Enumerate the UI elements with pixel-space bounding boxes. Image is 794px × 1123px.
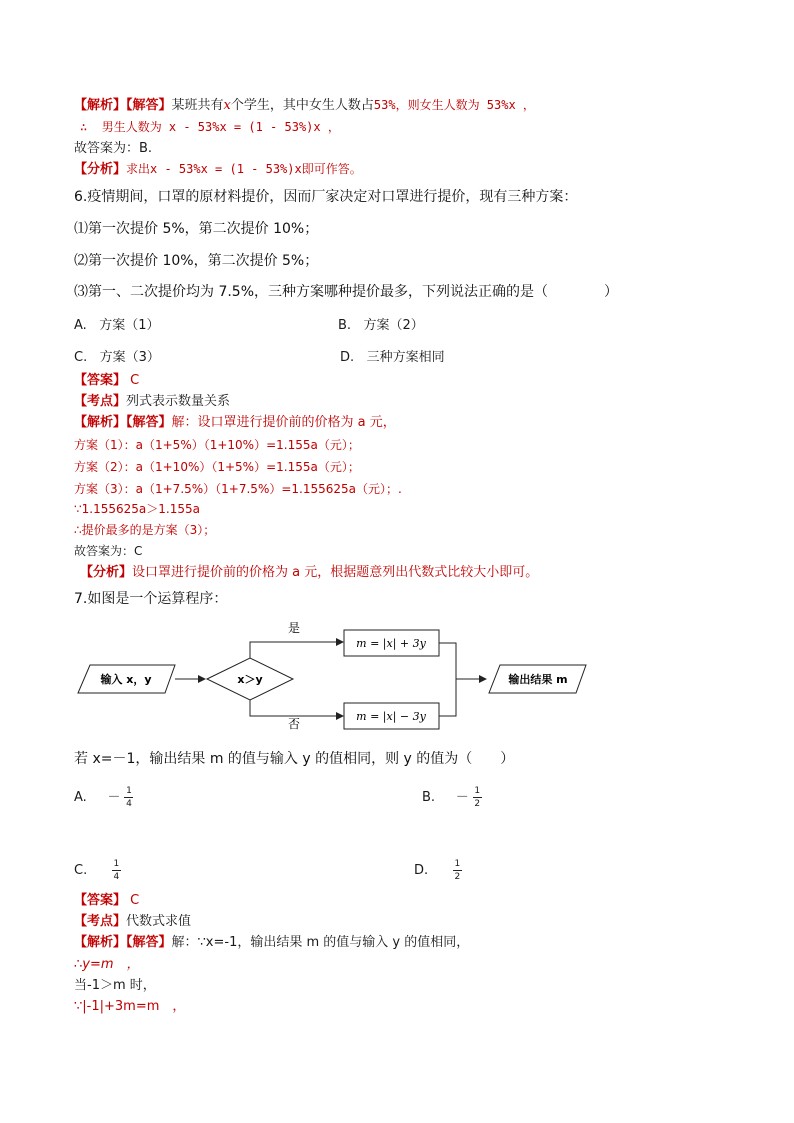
numerator: 1 <box>113 859 120 869</box>
option-text: 三种方案相同 <box>366 350 445 365</box>
fenxi-tag: 【分析】 <box>80 565 133 580</box>
fraction <box>124 786 133 809</box>
q6-final: 故答案为：C <box>74 544 143 558</box>
option-label: A. <box>74 318 87 333</box>
option-text: 方案（2） <box>363 318 424 333</box>
q6-because: ∵1.155625a＞1.155a <box>74 502 200 516</box>
q5-line3: 故答案为：B. <box>74 141 153 156</box>
option-label: A. <box>74 790 87 805</box>
q6-plan2: ⑵第一次提价 10%，第二次提价 5%； <box>74 253 319 269</box>
q7-step2: 当-1＞m 时， <box>74 978 156 993</box>
kaodian-tag: 【考点】 <box>74 914 127 929</box>
q7-step1: ∴y=m ， <box>74 957 140 972</box>
flow-top-formula: m = |x| + 3y <box>356 637 426 650</box>
answer-tag: 【答案】 <box>74 893 127 908</box>
q6-plan1: ⑴第一次提价 5%，第二次提价 10%； <box>74 221 319 237</box>
q5-formula: 53%，则女生人数为 53%x ， <box>373 98 535 112</box>
q6-option-a[interactable] <box>74 314 159 333</box>
denominator: 2 <box>474 799 481 809</box>
denominator: 4 <box>126 799 132 809</box>
fraction <box>473 786 482 809</box>
q5-fenxi-text: 求出x - 53%x = (1 - 53%)x即可作答。 <box>126 162 362 176</box>
q5-line2 <box>80 118 340 136</box>
q6-calc2: 方案（2）：a（1+10%）（1+5%）=1.155a（元）； <box>74 460 360 474</box>
q5-text-a: 某班共有 <box>171 98 224 113</box>
minus-sign: － <box>107 790 121 805</box>
flow-bottom-formula: m = |x| − 3y <box>356 710 426 723</box>
option-label: D. <box>414 863 429 878</box>
q6-answer-line <box>74 372 139 390</box>
answer-tag: 【答案】 <box>74 373 127 388</box>
flow-input-label: 输入 x，y <box>100 673 152 686</box>
fraction <box>453 859 462 882</box>
q6-therefore: ∴提价最多的是方案（3）； <box>74 523 216 537</box>
q6-calc1: 方案（1）：a（1+5%）（1+10%）=1.155a（元）； <box>74 438 360 452</box>
q6-jiexi: 解：设口罩进行提价前的价格为 a 元， <box>171 415 396 430</box>
numerator: 1 <box>454 859 461 869</box>
q6-plan3: ⑶第一、二次提价均为 7.5%，三种方案哪种提价最多，下列说法正确的是（ ） <box>74 284 619 300</box>
q7-stem: 7.如图是一个运算程序： <box>74 591 228 607</box>
q7-option-d[interactable] <box>414 859 462 882</box>
q7-step3: ∵|-1|+3m=m ， <box>74 999 186 1014</box>
q6-answer: C <box>130 373 140 388</box>
q6-option-b[interactable] <box>338 314 424 333</box>
denominator: 2 <box>454 872 461 882</box>
q5-analysis-line <box>74 96 535 115</box>
q6-fenxi-line <box>80 564 538 582</box>
flow-output-label: 输出结果 m <box>508 673 568 686</box>
option-text: 方案（3） <box>99 350 160 365</box>
q5-line2-text: 男生人数为 x - 53%x = (1 - 53%)x ， <box>101 120 340 134</box>
option-text: 方案（1） <box>99 318 160 333</box>
jiexi-tag: 【解析】【解答】 <box>74 935 172 950</box>
q7-question: 若 x=－1，输出结果 m 的值与输入 y 的值相同，则 y 的值为（ ） <box>74 751 515 767</box>
q6-kaodian-line <box>74 393 230 411</box>
fraction <box>112 859 121 882</box>
flow-yes-label: 是 <box>287 621 301 635</box>
q5-fenxi-line <box>74 160 362 179</box>
analysis-tag: 【解析】 <box>74 98 127 113</box>
q6-option-d[interactable] <box>340 346 445 365</box>
therefore-symbol: ∴ <box>80 120 88 134</box>
option-label: C. <box>74 863 88 878</box>
option-label: B. <box>338 318 352 333</box>
q6-jiexi-line <box>74 414 396 432</box>
q6-kaodian: 列式表示数量关系 <box>126 394 231 409</box>
q7-option-c[interactable] <box>74 859 121 882</box>
numerator: 1 <box>126 786 132 796</box>
q7-option-a[interactable] <box>74 786 133 809</box>
q7-jiexi: 解：∵x=-1，输出结果 m 的值与输入 y 的值相同， <box>171 935 470 950</box>
q6-option-c[interactable] <box>74 346 160 365</box>
kaodian-tag: 【考点】 <box>74 394 127 409</box>
option-label: D. <box>340 350 355 365</box>
q5-var-x: x <box>223 98 231 113</box>
q6-fenxi: 设口罩进行提价前的价格为 a 元，根据题意列出代数式比较大小即可。 <box>132 565 539 580</box>
q7-answer: C <box>130 893 140 908</box>
q7-jiexi-line <box>74 934 469 952</box>
denominator: 4 <box>113 872 120 882</box>
q6-calc3: 方案（3）：a（1+7.5%）（1+7.5%）=1.155625a（元）；. <box>74 482 402 496</box>
minus-sign: － <box>455 790 469 805</box>
flow-no-label: 否 <box>287 717 301 731</box>
numerator: 1 <box>474 786 481 796</box>
q7-option-b[interactable] <box>422 786 482 809</box>
answer-tag: 【解答】 <box>126 98 172 113</box>
q7-kaodian-line <box>74 913 191 931</box>
flow-condition-label: x＞y <box>237 673 263 686</box>
option-label: B. <box>422 790 436 805</box>
q5-text-b: 个学生，其中女生人数占 <box>230 98 374 113</box>
q7-kaodian: 代数式求值 <box>126 914 192 929</box>
option-label: C. <box>74 350 88 365</box>
flowchart <box>0 610 794 745</box>
fenxi-tag: 【分析】 <box>74 162 127 177</box>
q7-answer-line <box>74 892 139 910</box>
jiexi-tag: 【解析】【解答】 <box>74 415 172 430</box>
q6-stem: 6.疫情期间，口罩的原材料提价，因而厂家决定对口罩进行提价，现有三种方案： <box>74 189 578 205</box>
